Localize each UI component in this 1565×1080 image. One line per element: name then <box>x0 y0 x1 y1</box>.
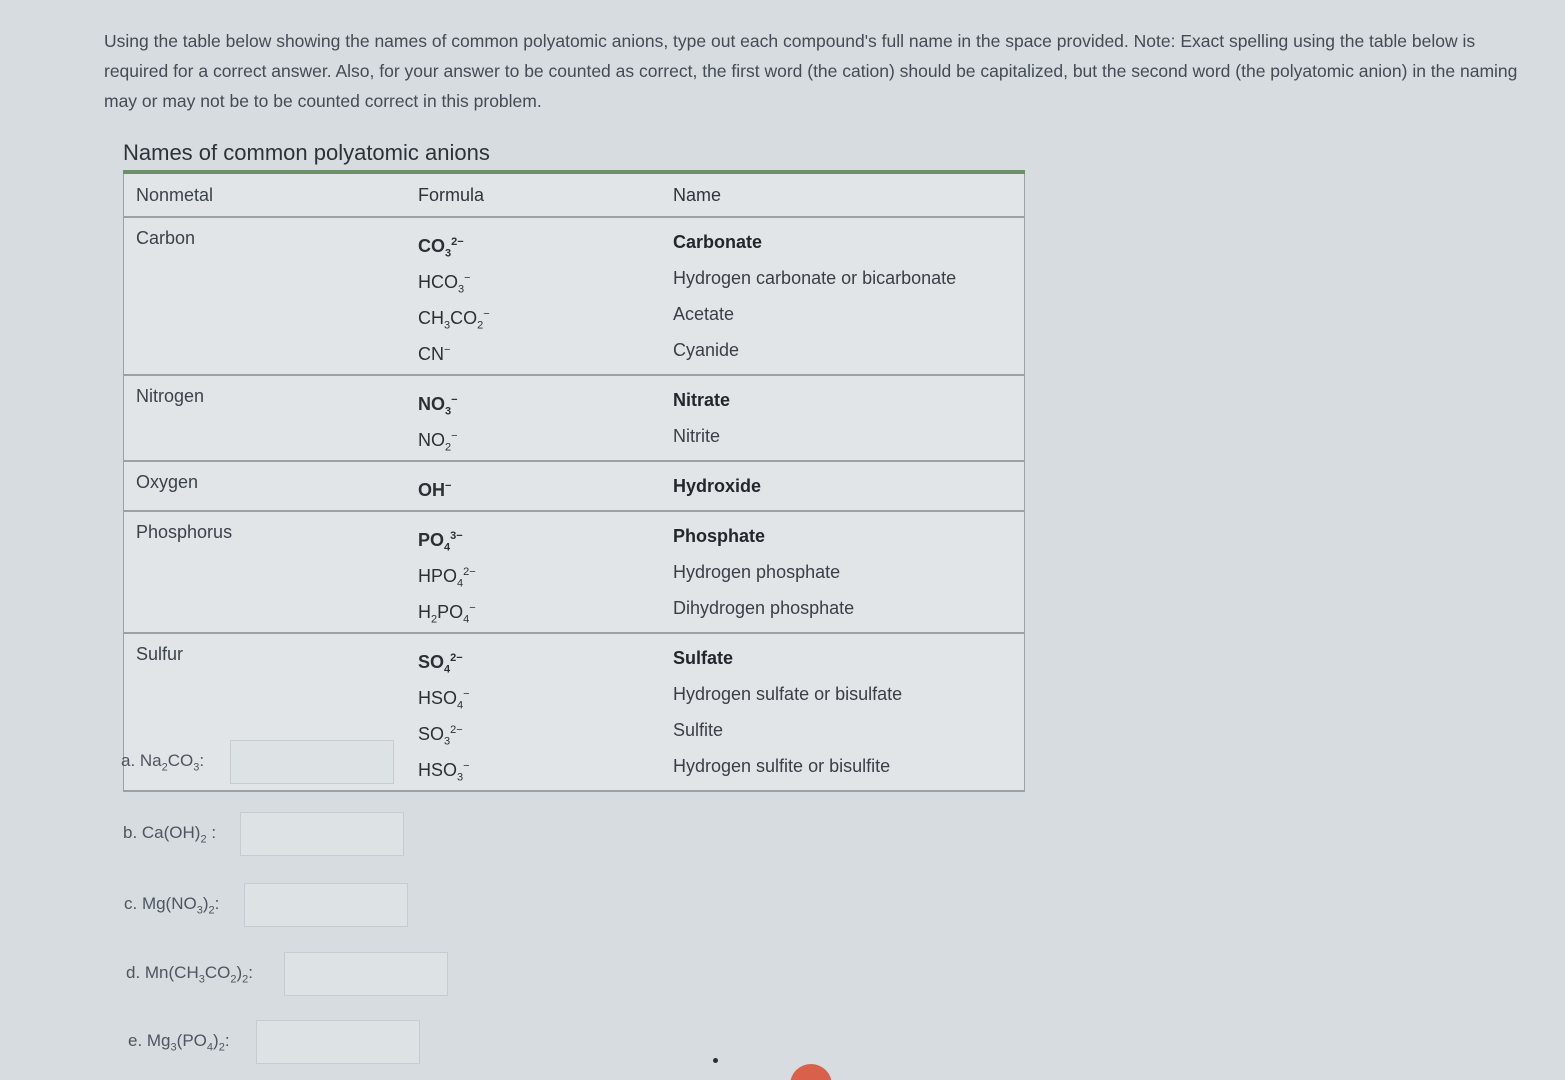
anion-name-cell: Hydrogen sulfite or bisulfite <box>673 756 891 776</box>
formula-cell: $CH_3CO_2^-$ <box>418 308 490 332</box>
notification-badge[interactable] <box>790 1064 832 1080</box>
formula-column <box>418 382 673 454</box>
question-item <box>126 952 448 996</box>
formula-cell: $NO_3^-$ <box>418 394 458 418</box>
anion-name-cell: Sulfite <box>673 720 724 740</box>
anion-name-cell: Carbonate <box>673 232 763 252</box>
nonmetal-cell: Nitrogen <box>136 386 205 406</box>
question-item <box>123 812 404 856</box>
answer-input[interactable] <box>256 1020 420 1064</box>
polyatomic-anions-table <box>123 170 1025 792</box>
formula-cell: $SO_4^{2-}$ <box>418 652 463 676</box>
formula-column <box>418 224 673 368</box>
nonmetal-cell: Carbon <box>136 228 196 248</box>
table-group-nitrogen <box>123 376 1025 462</box>
name-column <box>673 382 1024 454</box>
nonmetal-cell: Oxygen <box>136 472 199 492</box>
formula-cell: $HSO_3^-$ <box>418 760 470 784</box>
anion-name-cell: Nitrite <box>673 426 721 446</box>
question-label: a. $Na_2CO_3$: <box>121 750 205 774</box>
header-name: Name <box>673 184 722 205</box>
name-column <box>673 468 1024 504</box>
table-group-phosphorus <box>123 512 1025 634</box>
anion-name-cell: Hydrogen phosphate <box>673 562 841 582</box>
formula-column <box>418 518 673 626</box>
question-item <box>121 740 394 784</box>
formula-cell: CN− <box>418 344 451 364</box>
answer-input[interactable] <box>230 740 394 784</box>
question-item <box>124 883 408 927</box>
anion-name-cell: Nitrate <box>673 390 731 410</box>
question-item <box>128 1020 420 1064</box>
question-label: e. $Mg_3(PO_4)_2$: <box>128 1030 230 1054</box>
anion-name-cell: Acetate <box>673 304 735 324</box>
formula-cell: $HPO_4^{2-}$ <box>418 566 476 590</box>
answer-input[interactable] <box>244 883 408 927</box>
question-label: c. $Mg(NO_3)_2$: <box>124 893 220 917</box>
formula-column <box>418 640 673 784</box>
name-column <box>673 518 1024 626</box>
formula-cell: OH− <box>418 480 452 500</box>
table-title: Names of common polyatomic anions <box>123 140 490 165</box>
formula-cell: $CO_3^{2-}$ <box>418 236 464 260</box>
formula-cell: $HSO_4^-$ <box>418 688 470 712</box>
name-column <box>673 640 1024 784</box>
anion-name-cell: Sulfate <box>673 648 734 668</box>
nonmetal-cell: Phosphorus <box>136 522 233 542</box>
formula-cell: $PO_4^{3-}$ <box>418 530 463 554</box>
anion-name-cell: Cyanide <box>673 340 740 360</box>
answer-input[interactable] <box>240 812 404 856</box>
anion-name-cell: Phosphate <box>673 526 766 546</box>
anion-name-cell: Hydrogen carbonate or bicarbonate <box>673 268 957 288</box>
table-header-row <box>123 174 1025 218</box>
table-body <box>123 218 1025 792</box>
table-group-carbon <box>123 218 1025 376</box>
anion-name-cell: Dihydrogen phosphate <box>673 598 855 618</box>
question-label: b. $Ca(OH)_2$ : <box>123 822 217 846</box>
nonmetal-cell: Sulfur <box>136 644 184 664</box>
header-formula: Formula <box>418 184 485 205</box>
instructions-text: Using the table below showing the names of common polyatomic anions, type out each compound's full name in the space provided. Note: Exact spelling using the table below is required for a correct answer. Also, for your answer to be counted as correct, the first word (the cation) should be capitalized, but the second word (the polyatomic anion) in the naming may or may not be to be counted correct in this problem. <box>104 31 1518 111</box>
name-column <box>673 224 1024 368</box>
formula-cell: $NO_2^-$ <box>418 430 458 454</box>
table-group-oxygen <box>123 462 1025 512</box>
header-nonmetal: Nonmetal <box>136 184 214 205</box>
question-label: d. $Mn(CH_3CO_2)_2$: <box>126 962 254 986</box>
formula-cell: $H_2PO_4^-$ <box>418 602 476 626</box>
anion-name-cell: Hydroxide <box>673 476 762 496</box>
formula-cell: $SO_3^{2-}$ <box>418 724 463 748</box>
answer-input[interactable] <box>284 952 448 996</box>
anion-name-cell: Hydrogen sulfate or bisulfate <box>673 684 903 704</box>
formula-column <box>418 468 673 504</box>
formula-cell: $HCO_3^-$ <box>418 272 471 296</box>
cursor-dot <box>713 1058 718 1063</box>
